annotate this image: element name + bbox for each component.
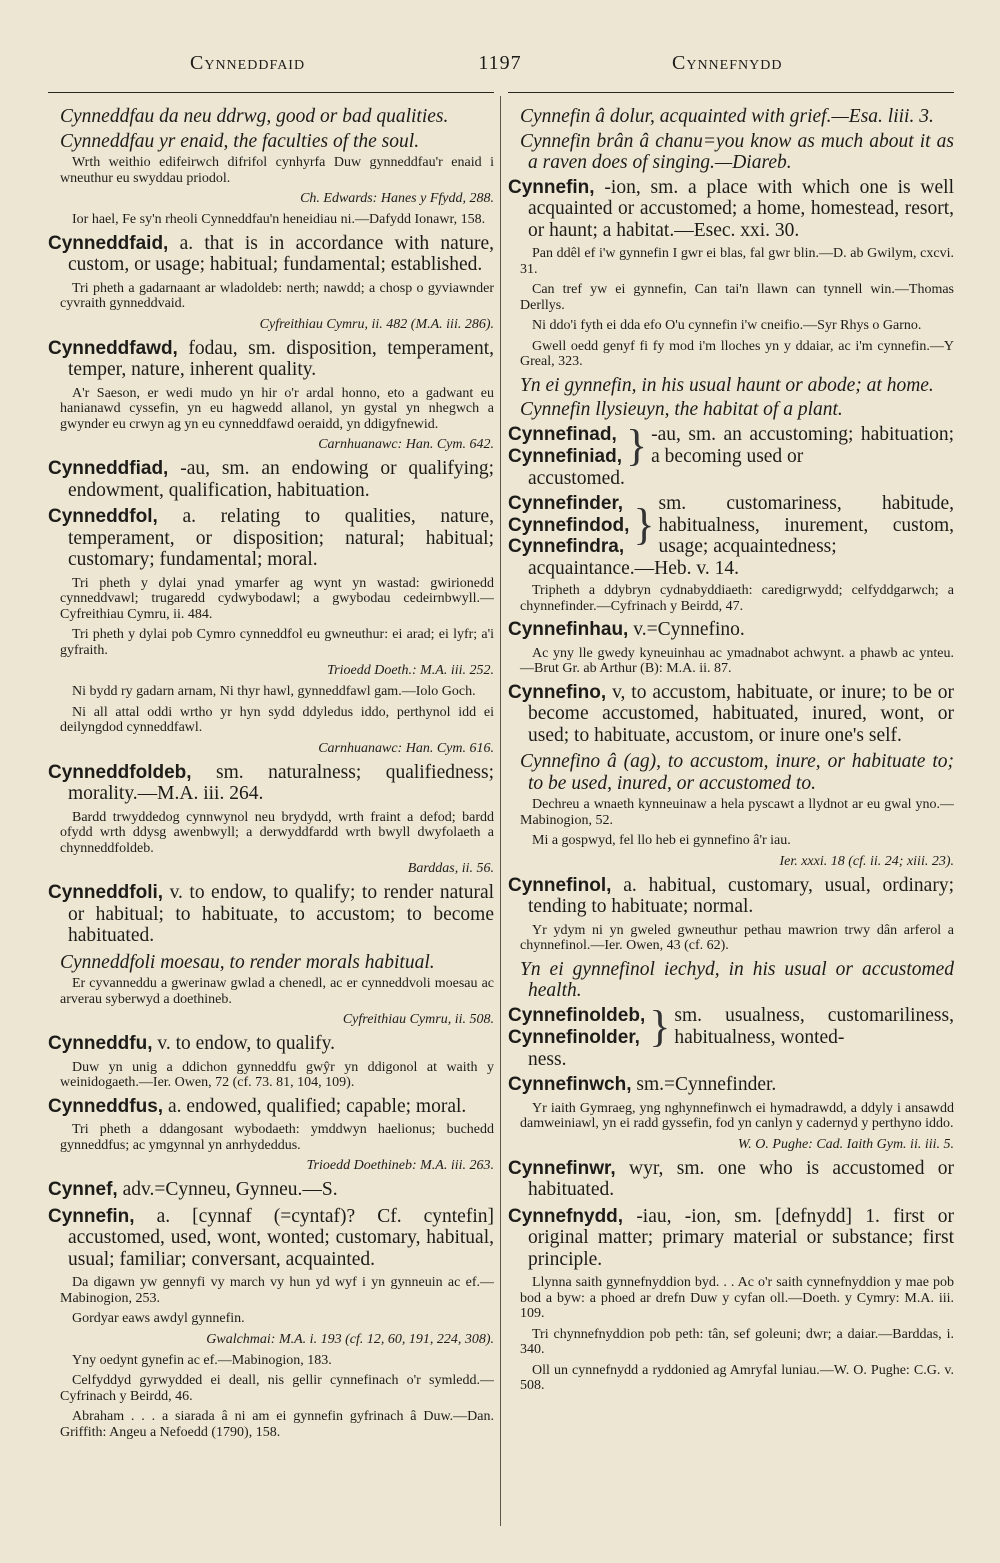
brace-glyph: } — [633, 500, 655, 550]
citation-source: Gwalchmai: M.A. i. 193 (cf. 12, 60, 191, 224, 308). — [206, 1331, 494, 1347]
braced-entry-group — [508, 420, 954, 470]
headword: Cynnefinoldeb, — [508, 1005, 646, 1026]
entry-definition: v.=Cynnefino. — [633, 619, 745, 640]
citation-quote: Tri pheth y dylai pob Cymro cynneddfol eu gwneuthur: ei arad; ei lyfr; a'i gyfraith. — [60, 627, 494, 658]
entry-definition: a. endowed, qualified; capable; moral. — [167, 1095, 467, 1117]
headword: Cynnefindra, — [508, 536, 625, 557]
subentry-phrase: Cynnefin â dolur, acquainted with grief.—Esa. liii. 3. — [520, 106, 934, 127]
entry-definition: sm. customariness, habitude, habitualness, inurement, custom, usage; acquaintedness; — [658, 493, 954, 557]
dictionary-entry — [48, 458, 494, 501]
running-head-left: Cynneddfaid — [190, 52, 306, 74]
headword: Cynneddfoli, — [48, 882, 164, 903]
entry-definition: v, to accustom, habituate, or inure; to be or become accustomed, habituated, inured, wont, or used; to habituate, accustom, or inure one's self. — [528, 681, 954, 746]
citation-quote: Ni bydd ry gadarn arnam, Ni thyr hawl, gynneddfawl gam.—Iolo Goch. — [72, 684, 476, 699]
citation-quote: Ior hael, Fe sy'n rheoli Cynneddfau'n heneidiau ni.—Dafydd Ionawr, 158. — [72, 212, 486, 227]
citation-quote: Llynna saith gynnefnyddion byd. . . Ac o'r saith cynnefnyddion y mae pob bod a byw: a phoed ar drefn Duw y cyfan oll.—Doeth. y Cymry: M.A. iii. 109. — [520, 1275, 954, 1321]
citation-source: Ch. Edwards: Hanes y Ffydd, 288. — [300, 191, 494, 206]
entry-definition: adv.=Cynneu, Gynneu.—S. — [122, 1179, 338, 1200]
dictionary-entry — [48, 506, 494, 571]
headword: Cynnefinwr, — [508, 1157, 616, 1179]
headword: Cynnef, — [48, 1179, 118, 1200]
citation-quote: Tri pheth y dylai ynad ymarfer ag wynt yn wastad: gwirionedd cynneddvawl; trugaredd cydwybodawl; a gwybodau cedeirnbwyll.—Cyfreithiau Cymru, ii. 484. — [60, 575, 494, 622]
citation-quote: Dechreu a wnaeth kynneuinaw a hela pyscawt a llydnot ar eu gwal yno.—Mabinogion, 52. — [520, 797, 954, 828]
entry-definition: sm.=Cynnefinder. — [636, 1074, 777, 1095]
headword: Cynneddfiad, — [48, 458, 169, 479]
citation-quote: A'r Saeson, er wedi mudo yn hir o'r ardal honno, eto a gadwant eu hanianawd cyssefin, yn eu hagwedd allanol, yn gystal yn nhegwch a gwynder eu crwyn ag yn eu cynneddfawd oeraidd, yn ddigyfnewid. — [60, 385, 494, 432]
dictionary-entry — [48, 1179, 494, 1201]
subentry-phrase: Cynnefin brân â chanu=you know as much about it as a raven does of singing.—Diareb. — [520, 130, 954, 173]
citation-quote: Oll un cynnefnydd a ryddonied ag Amryfal luniau.—W. O. Pughe: C.G. v. 508. — [520, 1362, 954, 1393]
entry-definition: v. to endow, to qualify. — [157, 1033, 336, 1054]
citation-quote: Abraham . . . a siarada â ni am ei gynnefin gyfrinach â Duw.—Dan. Griffith: Angeu a Nefoedd (1790), 158. — [60, 1409, 494, 1440]
running-head-right: Cynnefnydd — [672, 52, 783, 74]
braced-entry-group — [508, 1001, 954, 1051]
headword: Cynnefinol, — [508, 874, 612, 896]
entry-definition: sm. naturalness; qualifiedness; morality.—M.A. iii. 264. — [68, 761, 494, 804]
citation-quote: Tri pheth a gadarnaant ar wladoldeb: nerth; nawdd; a chosp o gyviawnder cyvraith gynneddvaid. — [60, 280, 494, 311]
citation-quote: Ni ddo'i fyth ei dda efo O'u cynnefin i'w cneifio.—Syr Rhys o Garno. — [532, 318, 922, 333]
entry-definition: -au, sm. an endowing or qualifying; endowment, qualification, habituation. — [68, 458, 494, 501]
headword: Cynnefindod, — [508, 514, 630, 536]
brace-glyph: } — [626, 420, 648, 470]
headword: Cynneddfoldeb, — [48, 761, 192, 783]
headword: Cynnefinad, — [508, 424, 617, 445]
entry-definition: a. that is in accordance with nature, custom, or usage; habitual; fundamental; established. — [68, 232, 494, 275]
dictionary-entry — [508, 177, 954, 242]
headword-group — [508, 1005, 645, 1048]
citation-quote: Tri pheth a ddangosant wybodaeth: ymddwyn haelionus; buchedd gynneddfus; ac ymgynnal yn anrhydeddus. — [60, 1122, 494, 1153]
entry-definition: -ion, sm. a place with which one is well acquainted or accustomed; a home, homestead, resort, or haunt; a habitat.—Esec. xxi. 30. — [528, 176, 954, 241]
headword-group — [508, 424, 622, 467]
subentry-phrase: Yn ei gynnefin, in his usual haunt or abode; at home. — [520, 374, 934, 396]
entry-definition: a. relating to qualities, nature, temperament, or disposition; natural; habitual; customary; fundamental; moral. — [68, 506, 494, 570]
citation-source: W. O. Pughe: Cad. Iaith Gym. ii. iii. 5. — [737, 1136, 954, 1152]
citation-source: Carnhuanawc: Han. Cym. 616. — [318, 740, 494, 756]
headword: Cynnefiniad, — [508, 445, 623, 467]
subentry-phrase: Cynneddfoli moesau, to render morals habitual. — [60, 951, 435, 973]
entry-definition: a. [cynnaf (=cyntaf)? Cf. cyntefin] accustomed, used, wont, wonted; customary, habitual, usual; familiar; conversant, acquainted. — [68, 1205, 494, 1270]
citation-quote: Pan ddêl ef i'w gynnefin I gwr ei blas, fal gwr blin.—D. ab Gwilym, cxcvi. 31. — [520, 246, 954, 277]
brace-glyph: } — [649, 1001, 671, 1051]
dictionary-entry — [48, 338, 494, 381]
entry-definition-continued: accustomed. — [528, 467, 625, 489]
subentry-phrase: Yn ei gynnefinol iechyd, in his usual or accustomed health. — [520, 958, 954, 1001]
citation-source: Cyfreithiau Cymru, ii. 482 (M.A. iii. 286). — [259, 316, 494, 332]
citation-quote: Gordyar eaws awdyl gynnefin. — [72, 1311, 245, 1326]
left-column — [48, 104, 494, 1534]
citation-quote: Tri chynnefnyddion pob peth: tân, sef goleuni; dwr; a daiar.—Barddas, i. 340. — [520, 1326, 954, 1357]
entry-definition: wyr, sm. one who is accustomed or habituated. — [528, 1157, 954, 1200]
page-number: 1197 — [478, 52, 522, 74]
entry-definition: sm. usualness, customariliness, habitualness, wonted- — [674, 1005, 954, 1048]
citation-source: Trioedd Doeth.: M.A. iii. 252. — [327, 663, 494, 678]
citation-quote: Tripheth a ddybryn cydnabyddiaeth: caredigrwydd; celfyddgarwch; a chynnefinder.—Cyfrinach y Beirdd, 47. — [520, 583, 954, 614]
entry-definition: v. to endow, to qualify; to render natural or habitual; to habituate, to accustom; to become habituated. — [68, 882, 494, 946]
citation-quote: Duw yn unig a ddichon gynneddfu gwŷr yn ddigonol at waith y weinidogaeth.—Ier. Owen, 72 (cf. 73. 81, 104, 109). — [60, 1059, 494, 1090]
headword: Cynnefinder, — [508, 493, 624, 514]
citation-quote: Ac yny lle gwedy kyneuinhau ac ymadnabot achwynt. a phawb ac ynteu.—Brut Gr. ab Arthur (B): M.A. ii. 87. — [520, 645, 954, 676]
headword: Cynnefino, — [508, 681, 607, 703]
page-header — [0, 52, 1000, 86]
subentry-phrase: Cynnefin llysieuyn, the habitat of a plant. — [520, 399, 843, 420]
citation-quote: Er cyvanneddu a gwerinaw gwlad a chenedl, ac er cynneddvoli moesau ac arverau syberwyd a doethineb. — [60, 976, 494, 1007]
citation-quote: Mi a gospwyd, fel llo heb ei gynnefino â'r iau. — [532, 833, 791, 848]
citation-quote: Celfyddyd gyrwydded ei deall, nis gellir cynnefinach o'r symledd.—Cyfrinach y Beirdd, 46. — [60, 1373, 494, 1404]
dictionary-entry — [508, 1206, 954, 1271]
headword: Cynneddfu, — [48, 1033, 153, 1054]
dictionary-entry — [48, 233, 494, 276]
column-divider — [500, 96, 501, 1526]
headword: Cynneddfus, — [48, 1095, 164, 1117]
entry-definition-continued: acquaintance.—Heb. v. 14. — [528, 557, 739, 579]
citation-source: Ier. xxxi. 18 (cf. ii. 24; xiii. 23). — [779, 853, 954, 869]
headword: Cynnefinwch, — [508, 1074, 632, 1095]
headword: Cynneddfawd, — [48, 337, 178, 359]
entry-definition: -au, sm. an accustoming; habituation; a becoming used or — [651, 424, 954, 467]
citation-quote: Bardd trwyddedog cynnwynol neu brydydd, wrth fraint a defod; bardd ofydd wrth ddysg awenbwyll; a derwyddfardd wrth bwyll dwyfolaeth a chynneddfoldeb. — [60, 809, 494, 856]
dictionary-entry — [48, 1206, 494, 1271]
citation-source: Carnhuanawc: Han. Cym. 642. — [318, 437, 494, 452]
citation-source: Barddas, ii. 56. — [407, 861, 494, 876]
dictionary-entry — [508, 1158, 954, 1201]
right-column — [508, 104, 954, 1534]
braced-entry-group — [508, 493, 954, 558]
dictionary-entry — [48, 762, 494, 805]
dictionary-entry — [508, 682, 954, 747]
citation-quote: Yr iaith Gymraeg, yng nghynnefinwch ei hymadrawdd, a ddyly i ansawdd damweiniawl, yn ei radd gyssefin, fod yn canlyn y cadernyd y perthyno iddo. — [520, 1100, 954, 1131]
headword: Cynnefnydd, — [508, 1205, 624, 1227]
citation-quote: Yr ydym ni yn gweled gwneuthur pethau mawrion trwy dân arferol a chynnefinol.—Ier. Owen, 43 (cf. 62). — [520, 922, 954, 953]
header-rule-left — [48, 92, 494, 93]
citation-quote: Gwell oedd genyf fi fy mod i'm lloches yn y ddaiar, ac i'm cynnefin.—Y Greal, 323. — [520, 338, 954, 369]
entry-definition: -iau, -ion, sm. [defnydd] 1. first or original matter; primary material or substance; first principle. — [528, 1205, 954, 1270]
dictionary-entry — [508, 875, 954, 918]
citation-quote: Da digawn yw gennyfi vy march vy hun yd wyf i yn gynneuin ac ef.—Mabinogion, 253. — [60, 1275, 494, 1306]
headword-group — [508, 493, 629, 558]
headword: Cynneddfol, — [48, 506, 158, 527]
dictionary-entry — [508, 619, 954, 641]
citation-source: Trioedd Doethineb: M.A. iii. 263. — [306, 1158, 494, 1173]
dictionary-entry — [48, 1096, 494, 1118]
subentry-phrase: Cynneddfau da neu ddrwg, good or bad qualities. — [60, 106, 449, 127]
subentry-phrase: Cynneddfau yr enaid, the faculties of the soul. — [60, 130, 420, 152]
headword: Cynnefin, — [508, 176, 595, 198]
citation-source: Cyfreithiau Cymru, ii. 508. — [342, 1012, 494, 1027]
headword: Cynneddfaid, — [48, 232, 169, 254]
header-rule-right — [508, 92, 954, 93]
subentry-phrase: Cynnefino â (ag), to accustom, inure, or habituate to; to be used, inured, or accustomed to. — [520, 751, 954, 794]
entry-definition: a. habitual, customary, usual, ordinary; tending to habituate; normal. — [528, 874, 954, 917]
entry-definition: fodau, sm. disposition, temperament, temper, nature, inherent quality. — [68, 337, 494, 380]
citation-quote: Yny oedynt gynefin ac ef.—Mabinogion, 183. — [72, 1352, 332, 1368]
citation-quote: Ni all attal oddi wrtho yr hyn sydd ddyledus iddo, perthynol idd ei deilyngdod cynneddfawl. — [60, 704, 494, 735]
headword: Cynnefinolder, — [508, 1026, 640, 1048]
entry-definition-continued: ness. — [528, 1048, 567, 1070]
citation-quote: Can tref yw ei gynnefin, Can tai'n llawn can tynnell win.—Thomas Derllys. — [520, 282, 954, 313]
dictionary-entry — [508, 1074, 954, 1096]
dictionary-entry — [48, 1033, 494, 1055]
headword: Cynnefinhau, — [508, 619, 629, 640]
headword: Cynnefin, — [48, 1205, 135, 1227]
citation-quote: Wrth weithio edifeirwch difrifol cynhyrfa Duw gynneddfau'r enaid i wneuthur eu swyddau priodol. — [60, 155, 494, 186]
dictionary-entry — [48, 882, 494, 947]
